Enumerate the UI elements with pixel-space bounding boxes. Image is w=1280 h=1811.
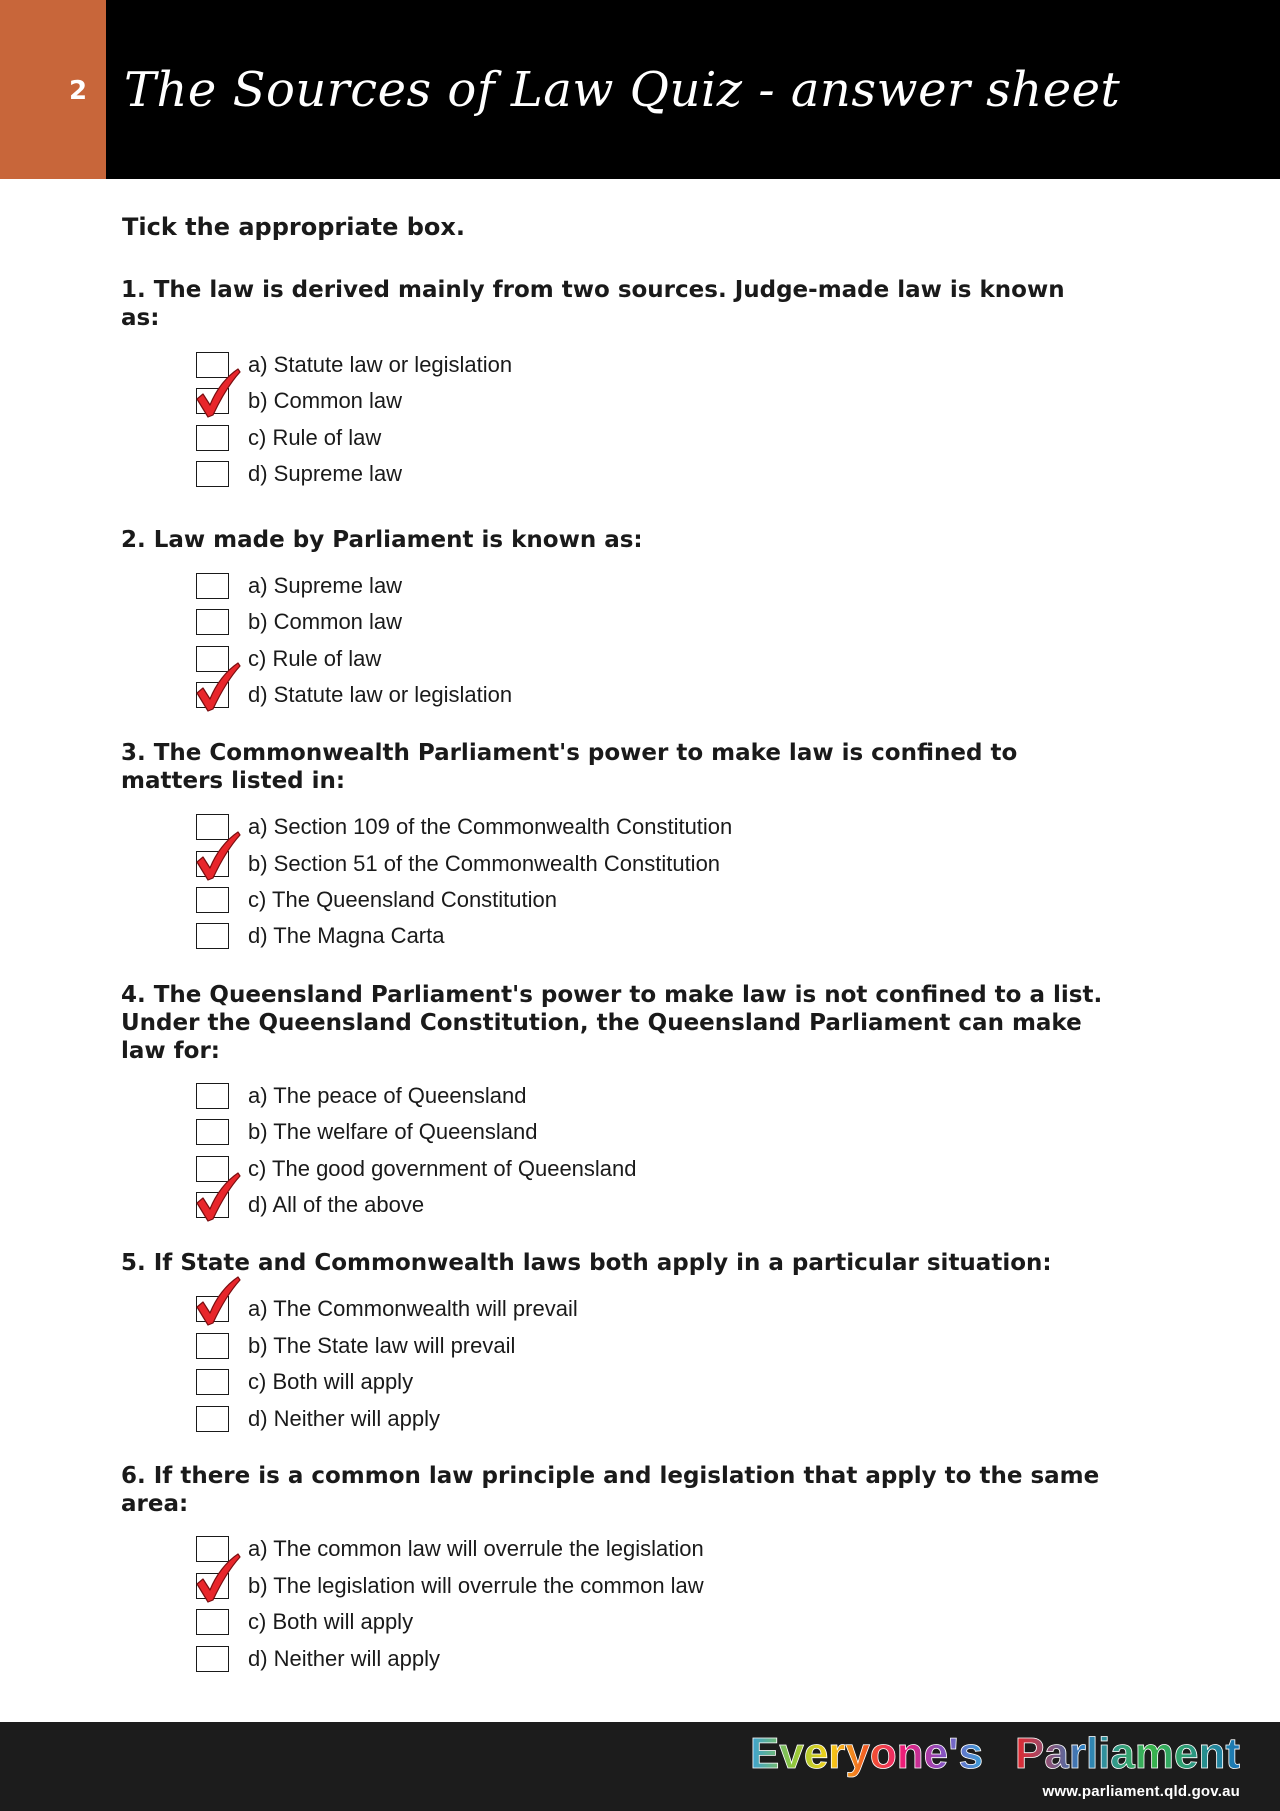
answer-checkbox[interactable] xyxy=(196,887,229,913)
answer-checkbox[interactable] xyxy=(196,461,229,487)
question-3-option-d[interactable] xyxy=(196,921,1096,951)
option-label: a) The peace of Queensland xyxy=(248,1083,527,1108)
question-1-option-b[interactable] xyxy=(196,386,1096,416)
question-5 xyxy=(121,1249,1251,1277)
instruction-text: Tick the appropriate box. xyxy=(122,213,466,241)
question-6-option-a[interactable] xyxy=(196,1534,1096,1564)
question-6-option-d[interactable] xyxy=(196,1644,1096,1674)
question-4-option-b[interactable] xyxy=(196,1117,1096,1147)
question-2 xyxy=(121,526,1251,554)
question-1-option-c[interactable] xyxy=(196,423,1096,453)
option-label: c) Both will apply xyxy=(248,1369,414,1394)
option-label: d) Supreme law xyxy=(248,461,403,486)
question-1 xyxy=(121,276,1251,332)
question-3-option-a[interactable] xyxy=(196,812,1096,842)
option-label: c) Rule of law xyxy=(248,425,382,450)
question-5-option-a[interactable] xyxy=(196,1294,1096,1324)
option-label: a) Section 109 of the Commonwealth Constitution xyxy=(248,814,733,839)
question-text-line: 1. The law is derived mainly from two sources. Judge-made law is known xyxy=(121,277,1065,303)
question-2-option-c[interactable] xyxy=(196,644,1096,674)
question-1-option-a[interactable] xyxy=(196,350,1096,380)
option-label: b) Common law xyxy=(248,388,403,413)
option-label: b) The welfare of Queensland xyxy=(248,1119,538,1144)
answer-checkbox[interactable] xyxy=(196,1406,229,1432)
option-label: b) The legislation will overrule the common law xyxy=(248,1573,704,1598)
option-label: a) Statute law or legislation xyxy=(248,352,513,377)
question-5-option-c[interactable] xyxy=(196,1367,1096,1397)
question-6 xyxy=(121,1462,1251,1518)
question-text-line: 3. The Commonwealth Parliament's power to make law is confined to xyxy=(121,740,1018,766)
question-3 xyxy=(121,739,1251,795)
question-5-option-b[interactable] xyxy=(196,1331,1096,1361)
logo-text-parliament: Parliament xyxy=(1015,1729,1240,1778)
option-label: b) Section 51 of the Commonwealth Constitution xyxy=(248,851,721,876)
question-2-option-a[interactable] xyxy=(196,571,1096,601)
question-5-option-d[interactable] xyxy=(196,1404,1096,1434)
checkmark-icon xyxy=(194,662,242,714)
question-4 xyxy=(121,981,1251,1065)
answer-checkbox[interactable] xyxy=(196,609,229,635)
option-label: d) Neither will apply xyxy=(248,1406,440,1431)
answer-checkbox[interactable] xyxy=(196,1369,229,1395)
question-text-line: law for: xyxy=(121,1038,221,1064)
question-1-option-d[interactable] xyxy=(196,459,1096,489)
answer-checkbox[interactable] xyxy=(196,1333,229,1359)
option-label: a) The Commonwealth will prevail xyxy=(248,1296,578,1321)
question-text-line: 2. Law made by Parliament is known as: xyxy=(121,527,643,553)
question-6-option-b[interactable] xyxy=(196,1571,1096,1601)
answer-checkbox[interactable] xyxy=(196,573,229,599)
answer-checkbox[interactable] xyxy=(196,425,229,451)
footer-url[interactable]: www.parliament.qld.gov.au xyxy=(1042,1783,1240,1800)
checkmark-icon xyxy=(194,1276,242,1328)
question-3-option-c[interactable] xyxy=(196,885,1096,915)
logo-text-everyones: Everyone's xyxy=(750,1729,984,1778)
option-label: c) Both will apply xyxy=(248,1609,414,1634)
answer-checkbox[interactable] xyxy=(196,1609,229,1635)
question-text-line: Under the Queensland Constitution, the Queensland Parliament can make xyxy=(121,1010,1082,1036)
option-label: d) Neither will apply xyxy=(248,1646,440,1671)
question-4-option-c[interactable] xyxy=(196,1154,1096,1184)
checkmark-icon xyxy=(194,1553,242,1605)
option-label: d) Statute law or legislation xyxy=(248,682,513,707)
question-2-option-d[interactable] xyxy=(196,680,1096,710)
everyones-parliament-logo xyxy=(750,1726,1240,1778)
question-text-line: matters listed in: xyxy=(121,768,346,794)
question-3-option-b[interactable] xyxy=(196,849,1096,879)
answer-checkbox[interactable] xyxy=(196,1083,229,1109)
option-label: d) The Magna Carta xyxy=(248,923,445,948)
question-6-option-c[interactable] xyxy=(196,1607,1096,1637)
option-label: c) Rule of law xyxy=(248,646,382,671)
checkmark-icon xyxy=(194,368,242,420)
checkmark-icon xyxy=(194,1172,242,1224)
option-label: b) Common law xyxy=(248,609,403,634)
page-header xyxy=(0,0,1280,179)
question-2-option-b[interactable] xyxy=(196,607,1096,637)
question-text-line: 6. If there is a common law principle and legislation that apply to the same xyxy=(121,1463,1100,1489)
page-title: The Sources of Law Quiz - answer sheet xyxy=(124,62,1121,118)
question-text-line: area: xyxy=(121,1491,189,1517)
option-label: d) All of the above xyxy=(248,1192,425,1217)
answer-checkbox[interactable] xyxy=(196,923,229,949)
logo-graphic xyxy=(750,1726,1240,1778)
answer-checkbox[interactable] xyxy=(196,1646,229,1672)
question-text-line: as: xyxy=(121,305,160,331)
option-label: a) The common law will overrule the legislation xyxy=(248,1536,704,1561)
checkmark-icon xyxy=(194,831,242,883)
answer-checkbox[interactable] xyxy=(196,1119,229,1145)
question-text-line: 5. If State and Commonwealth laws both apply in a particular situation: xyxy=(121,1250,1052,1276)
option-label: a) Supreme law xyxy=(248,573,403,598)
option-label: b) The State law will prevail xyxy=(248,1333,516,1358)
question-text-line: 4. The Queensland Parliament's power to make law is not confined to a list. xyxy=(121,982,1103,1008)
question-4-option-a[interactable] xyxy=(196,1081,1096,1111)
page-number: 2 xyxy=(68,76,88,106)
option-label: c) The Queensland Constitution xyxy=(248,887,557,912)
question-4-option-d[interactable] xyxy=(196,1190,1096,1220)
option-label: c) The good government of Queensland xyxy=(248,1156,637,1181)
page-footer xyxy=(0,1722,1280,1811)
